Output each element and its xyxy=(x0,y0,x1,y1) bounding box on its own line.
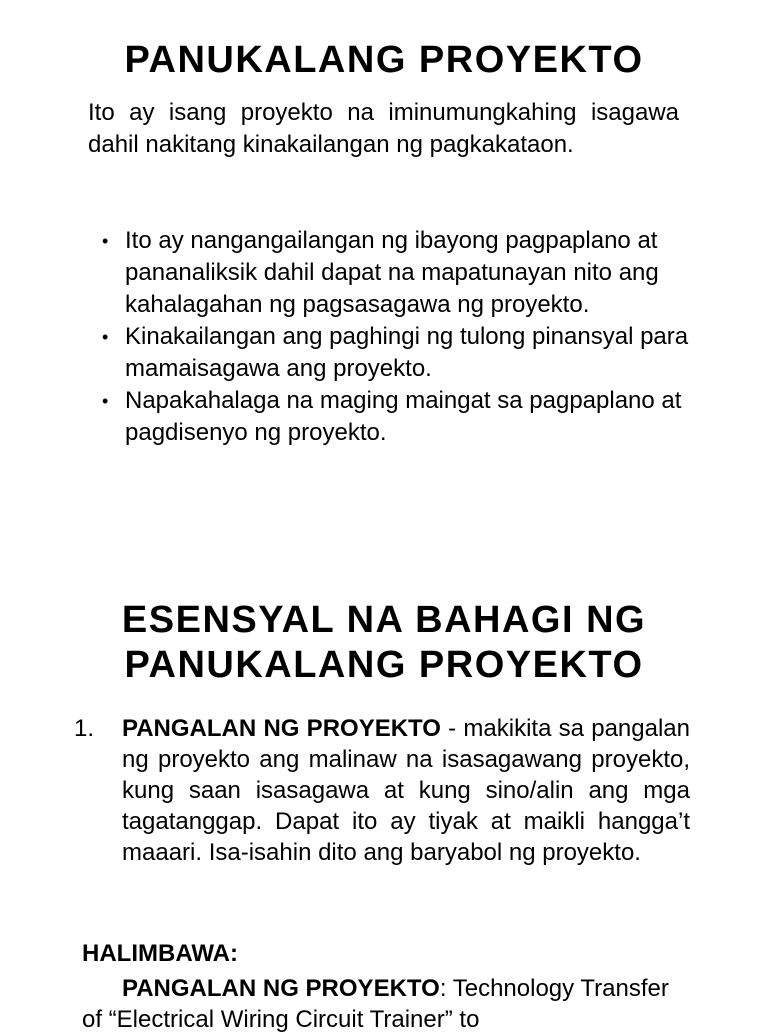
section-title-line-2: PANUKALANG PROYEKTO xyxy=(124,644,644,686)
list-item xyxy=(102,225,702,321)
bullet-text: Napakahalaga na maging maingat sa pagpaplano at pagdisenyo ng proyekto. xyxy=(125,387,682,446)
bullet-text: Kinakailangan ang paghingi ng tulong pinansyal para mamaisagawa ang proyekto. xyxy=(125,323,689,382)
item-description: - makikita sa pangalan ng proyekto ang malinaw na isasagawang proyekto, kung saan isasagawa at kung sino/alin ang mga tagatanggap. Dapat ito ay tiyak at maikli hangga’t maaari. Isa-isahin dito ang baryabol ng proyekto. xyxy=(122,715,690,866)
example-heading: HALIMBAWA: xyxy=(82,940,238,967)
bullet-icon: • xyxy=(102,391,109,411)
page-title: PANUKALANG PROYEKTO xyxy=(124,39,644,81)
bullet-text: Ito ay nangangailangan ng ibayong pagpaplano at pananaliksik dahil dapat na mapatunayan nito ang kahalagahan ng pagsasagawa ng proyekto. xyxy=(125,227,659,318)
bullet-icon: • xyxy=(102,327,109,347)
example-body xyxy=(82,973,682,1035)
bullet-list xyxy=(102,225,702,449)
item-term: PANGALAN NG PROYEKTO xyxy=(122,715,441,742)
example-text: : Technology Transfer of “Electrical Wiring Circuit Trainer” to xyxy=(82,975,669,1033)
example-label: PANGALAN NG PROYEKTO xyxy=(122,975,440,1002)
list-item xyxy=(102,321,702,385)
item-body xyxy=(122,713,690,868)
list-item xyxy=(102,385,702,449)
item-number: 1. xyxy=(74,715,95,742)
intro-paragraph: Ito ay isang proyekto na iminumungkahing isagawa dahil nakitang kinakailangan ng pagkakataon. xyxy=(88,99,679,158)
numbered-item xyxy=(74,713,690,868)
bullet-icon: • xyxy=(102,231,109,251)
section-title xyxy=(0,598,768,688)
section-title-line-1: ESENSYAL NA BAHAGI NG xyxy=(121,599,647,641)
